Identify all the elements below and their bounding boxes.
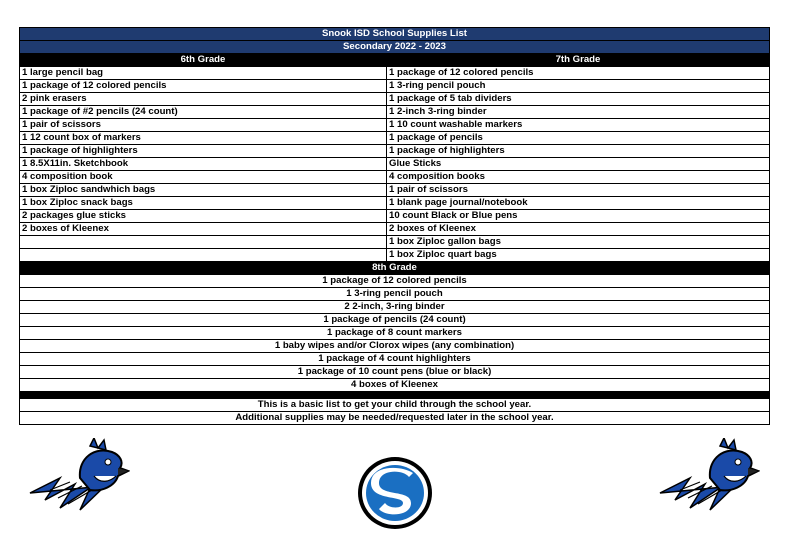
- sixth-grade-item: 1 box Ziploc snack bags: [20, 197, 387, 210]
- sixth-grade-item: 2 boxes of Kleenex: [20, 223, 387, 236]
- eighth-grade-heading-row: [20, 262, 770, 275]
- table-row: [20, 379, 770, 392]
- table-row: [20, 184, 770, 197]
- note-row: [20, 399, 770, 412]
- table-row: [20, 106, 770, 119]
- logo-row: [0, 448, 790, 538]
- sixth-grade-item: 4 composition book: [20, 171, 387, 184]
- table-row: [20, 119, 770, 132]
- seventh-grade-item: 1 pair of scissors: [387, 184, 770, 197]
- sixth-grade-item: 2 pink erasers: [20, 93, 387, 106]
- table-row: [20, 236, 770, 249]
- table-row: [20, 197, 770, 210]
- page-title: Snook ISD School Supplies List: [20, 28, 770, 41]
- eighth-grade-item: 1 package of 8 count markers: [20, 327, 770, 340]
- sixth-grade-item: [20, 236, 387, 249]
- seventh-grade-item: 1 package of 12 colored pencils: [387, 67, 770, 80]
- table-row: [20, 275, 770, 288]
- seventh-grade-item: 1 box Ziploc quart bags: [387, 249, 770, 262]
- eighth-grade-item: 1 package of 12 colored pencils: [20, 275, 770, 288]
- supplies-sheet: [19, 27, 769, 425]
- eighth-grade-item: 1 package of 4 count highlighters: [20, 353, 770, 366]
- table-row: [20, 158, 770, 171]
- sixth-grade-item: 1 package of #2 pencils (24 count): [20, 106, 387, 119]
- sixth-grade-item: 1 large pencil bag: [20, 67, 387, 80]
- table-row: [20, 132, 770, 145]
- table-row: [20, 249, 770, 262]
- table-row: [20, 340, 770, 353]
- table-row: [20, 80, 770, 93]
- seventh-grade-item: 1 3-ring pencil pouch: [387, 80, 770, 93]
- seventh-grade-heading: 7th Grade: [387, 54, 770, 67]
- eighth-grade-item: 2 2-inch, 3-ring binder: [20, 301, 770, 314]
- eighth-grade-item: 4 boxes of Kleenex: [20, 379, 770, 392]
- eighth-grade-item: 1 3-ring pencil pouch: [20, 288, 770, 301]
- seventh-grade-item: 2 boxes of Kleenex: [387, 223, 770, 236]
- sixth-grade-item: 1 package of 12 colored pencils: [20, 80, 387, 93]
- snook-s-logo-icon: [355, 453, 435, 533]
- sixth-grade-item: 2 packages glue sticks: [20, 210, 387, 223]
- table-row: [20, 288, 770, 301]
- seventh-grade-item: 1 10 count washable markers: [387, 119, 770, 132]
- table-row: [20, 93, 770, 106]
- supplies-table: [19, 27, 770, 425]
- note-text: Additional supplies may be needed/requested later in the school year.: [20, 412, 770, 425]
- sixth-grade-item: 1 8.5X11in. Sketchbook: [20, 158, 387, 171]
- table-row: [20, 210, 770, 223]
- note-text: This is a basic list to get your child through the school year.: [20, 399, 770, 412]
- table-row: [20, 301, 770, 314]
- table-row: [20, 223, 770, 236]
- eighth-grade-heading: 8th Grade: [20, 262, 770, 275]
- seventh-grade-item: 1 package of 5 tab dividers: [387, 93, 770, 106]
- divider-cell: [20, 392, 770, 399]
- seventh-grade-item: 1 package of highlighters: [387, 145, 770, 158]
- eighth-grade-item: 1 package of pencils (24 count): [20, 314, 770, 327]
- blue-jay-mascot-icon: [650, 438, 760, 518]
- seventh-grade-item: 1 package of pencils: [387, 132, 770, 145]
- seventh-grade-item: 1 blank page journal/notebook: [387, 197, 770, 210]
- seventh-grade-item: 1 2-inch 3-ring binder: [387, 106, 770, 119]
- note-row: [20, 412, 770, 425]
- eighth-grade-item: 1 package of 10 count pens (blue or black): [20, 366, 770, 379]
- divider-bar: [20, 392, 770, 399]
- seventh-grade-item: 4 composition books: [387, 171, 770, 184]
- sixth-grade-item: 1 box Ziploc sandwhich bags: [20, 184, 387, 197]
- table-row: [20, 67, 770, 80]
- seventh-grade-item: 1 box Ziploc gallon bags: [387, 236, 770, 249]
- table-row: [20, 145, 770, 158]
- sixth-grade-item: 1 pair of scissors: [20, 119, 387, 132]
- sixth-grade-heading: 6th Grade: [20, 54, 387, 67]
- seventh-grade-item: 10 count Black or Blue pens: [387, 210, 770, 223]
- blue-jay-mascot-icon: [20, 438, 130, 518]
- sixth-grade-item: [20, 249, 387, 262]
- sixth-grade-item: 1 12 count box of markers: [20, 132, 387, 145]
- table-row: [20, 314, 770, 327]
- table-row: [20, 353, 770, 366]
- table-row: [20, 171, 770, 184]
- eighth-grade-item: 1 baby wipes and/or Clorox wipes (any combination): [20, 340, 770, 353]
- table-row: [20, 366, 770, 379]
- table-row: [20, 327, 770, 340]
- sixth-grade-item: 1 package of highlighters: [20, 145, 387, 158]
- page-subtitle: Secondary 2022 - 2023: [20, 41, 770, 54]
- seventh-grade-item: Glue Sticks: [387, 158, 770, 171]
